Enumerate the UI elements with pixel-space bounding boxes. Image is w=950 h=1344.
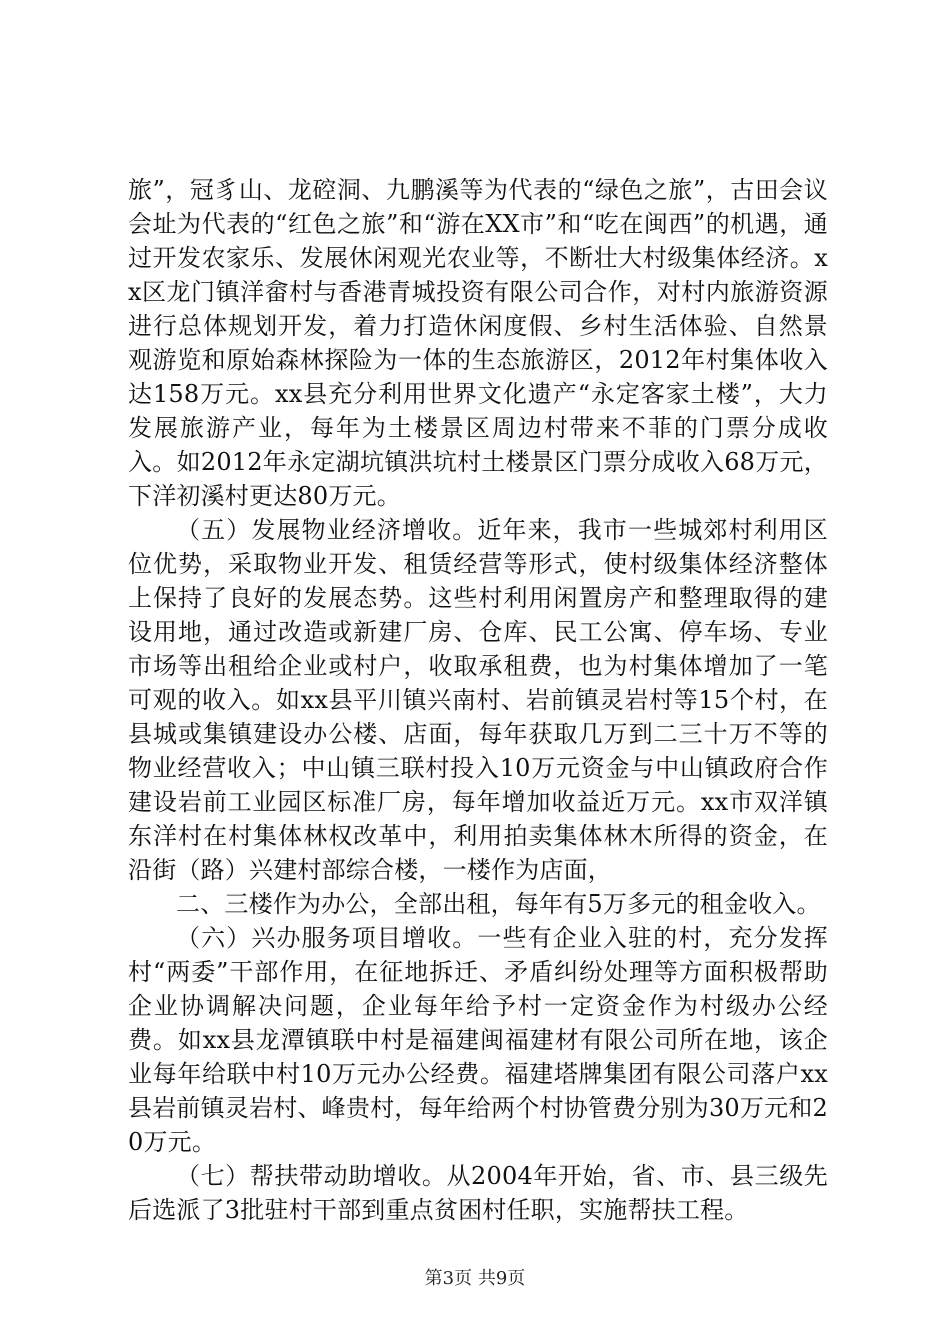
paragraph-property-economy: （五）发展物业经济增收。近年来，我市一些城郊村利用区位优势，采取物业开发、租赁经营等形式，使村级集体经济整体上保持了良好的发展态势。这些村利用闲置房产和整理取得的建设用地，通过改造或新建厂房、仓库、民工公寓、停车场、专业市场等出租给企业或村户，收取承租费，也为村集体增加了一笔可观的收入。如xx县平川镇兴南村、岩前镇灵岩村等15个村，在县城或集镇建设办公楼、店面，每年获取几万到二三十万不等的物业经营收入；中山镇三联村投入10万元资金与中山镇政府合作建设岩前工业园区标准厂房，每年增加收益近万元。xx市双洋镇东洋村在村集体林权改革中，利用拍卖集体林木所得的资金，在沿街（路）兴建村部综合楼，一楼作为店面， [128,516,828,884]
document-body [128,173,828,1227]
page-number: 第3页 共9页 [424,1268,526,1289]
paragraph-rental-income: 二、三楼作为办公，全部出租，每年有5万多元的租金收入。 [176,890,821,918]
paragraph-tourism: 旅”，冠豸山、龙硿洞、九鹏溪等为代表的“绿色之旅”，古田会议会址为代表的“红色之旅”和“游在XX市”和“吃在闽西”的机遇，通过开发农家乐、发展休闲观光农业等，不断壮大村级集体经济。xx区龙门镇洋畲村与香港青城投资有限公司合作，对村内旅游资源进行总体规划开发，着力打造休闲度假、乡村生活体验、自然景观游览和原始森林探险为一体的生态旅游区，2012年村集体收入达158万元。xx县充分利用世界文化遗产“永定客家土楼”，大力发展旅游产业，每年为土楼景区周边村带来不菲的门票分成收入。如2012年永定湖坑镇洪坑村土楼景区门票分成收入68万元，下洋初溪村更达80万元。 [128,176,828,510]
paragraph-assistance: （七）帮扶带动助增收。从2004年开始，省、市、县三级先后选派了3批驻村干部到重点贫困村任职，实施帮扶工程。 [128,1162,828,1224]
paragraph-service-projects: （六）兴办服务项目增收。一些有企业入驻的村，充分发挥村“两委”干部作用，在征地拆迁、矛盾纠纷处理等方面积极帮助企业协调解决问题，企业每年给予村一定资金作为村级办公经费。如xx县龙潭镇联中村是福建闽福建材有限公司所在地，该企业每年给联中村10万元办公经费。福建塔牌集团有限公司落户xx县岩前镇灵岩村、峰贵村，每年给两个村协管费分别为30万元和20万元。 [128,924,828,1156]
